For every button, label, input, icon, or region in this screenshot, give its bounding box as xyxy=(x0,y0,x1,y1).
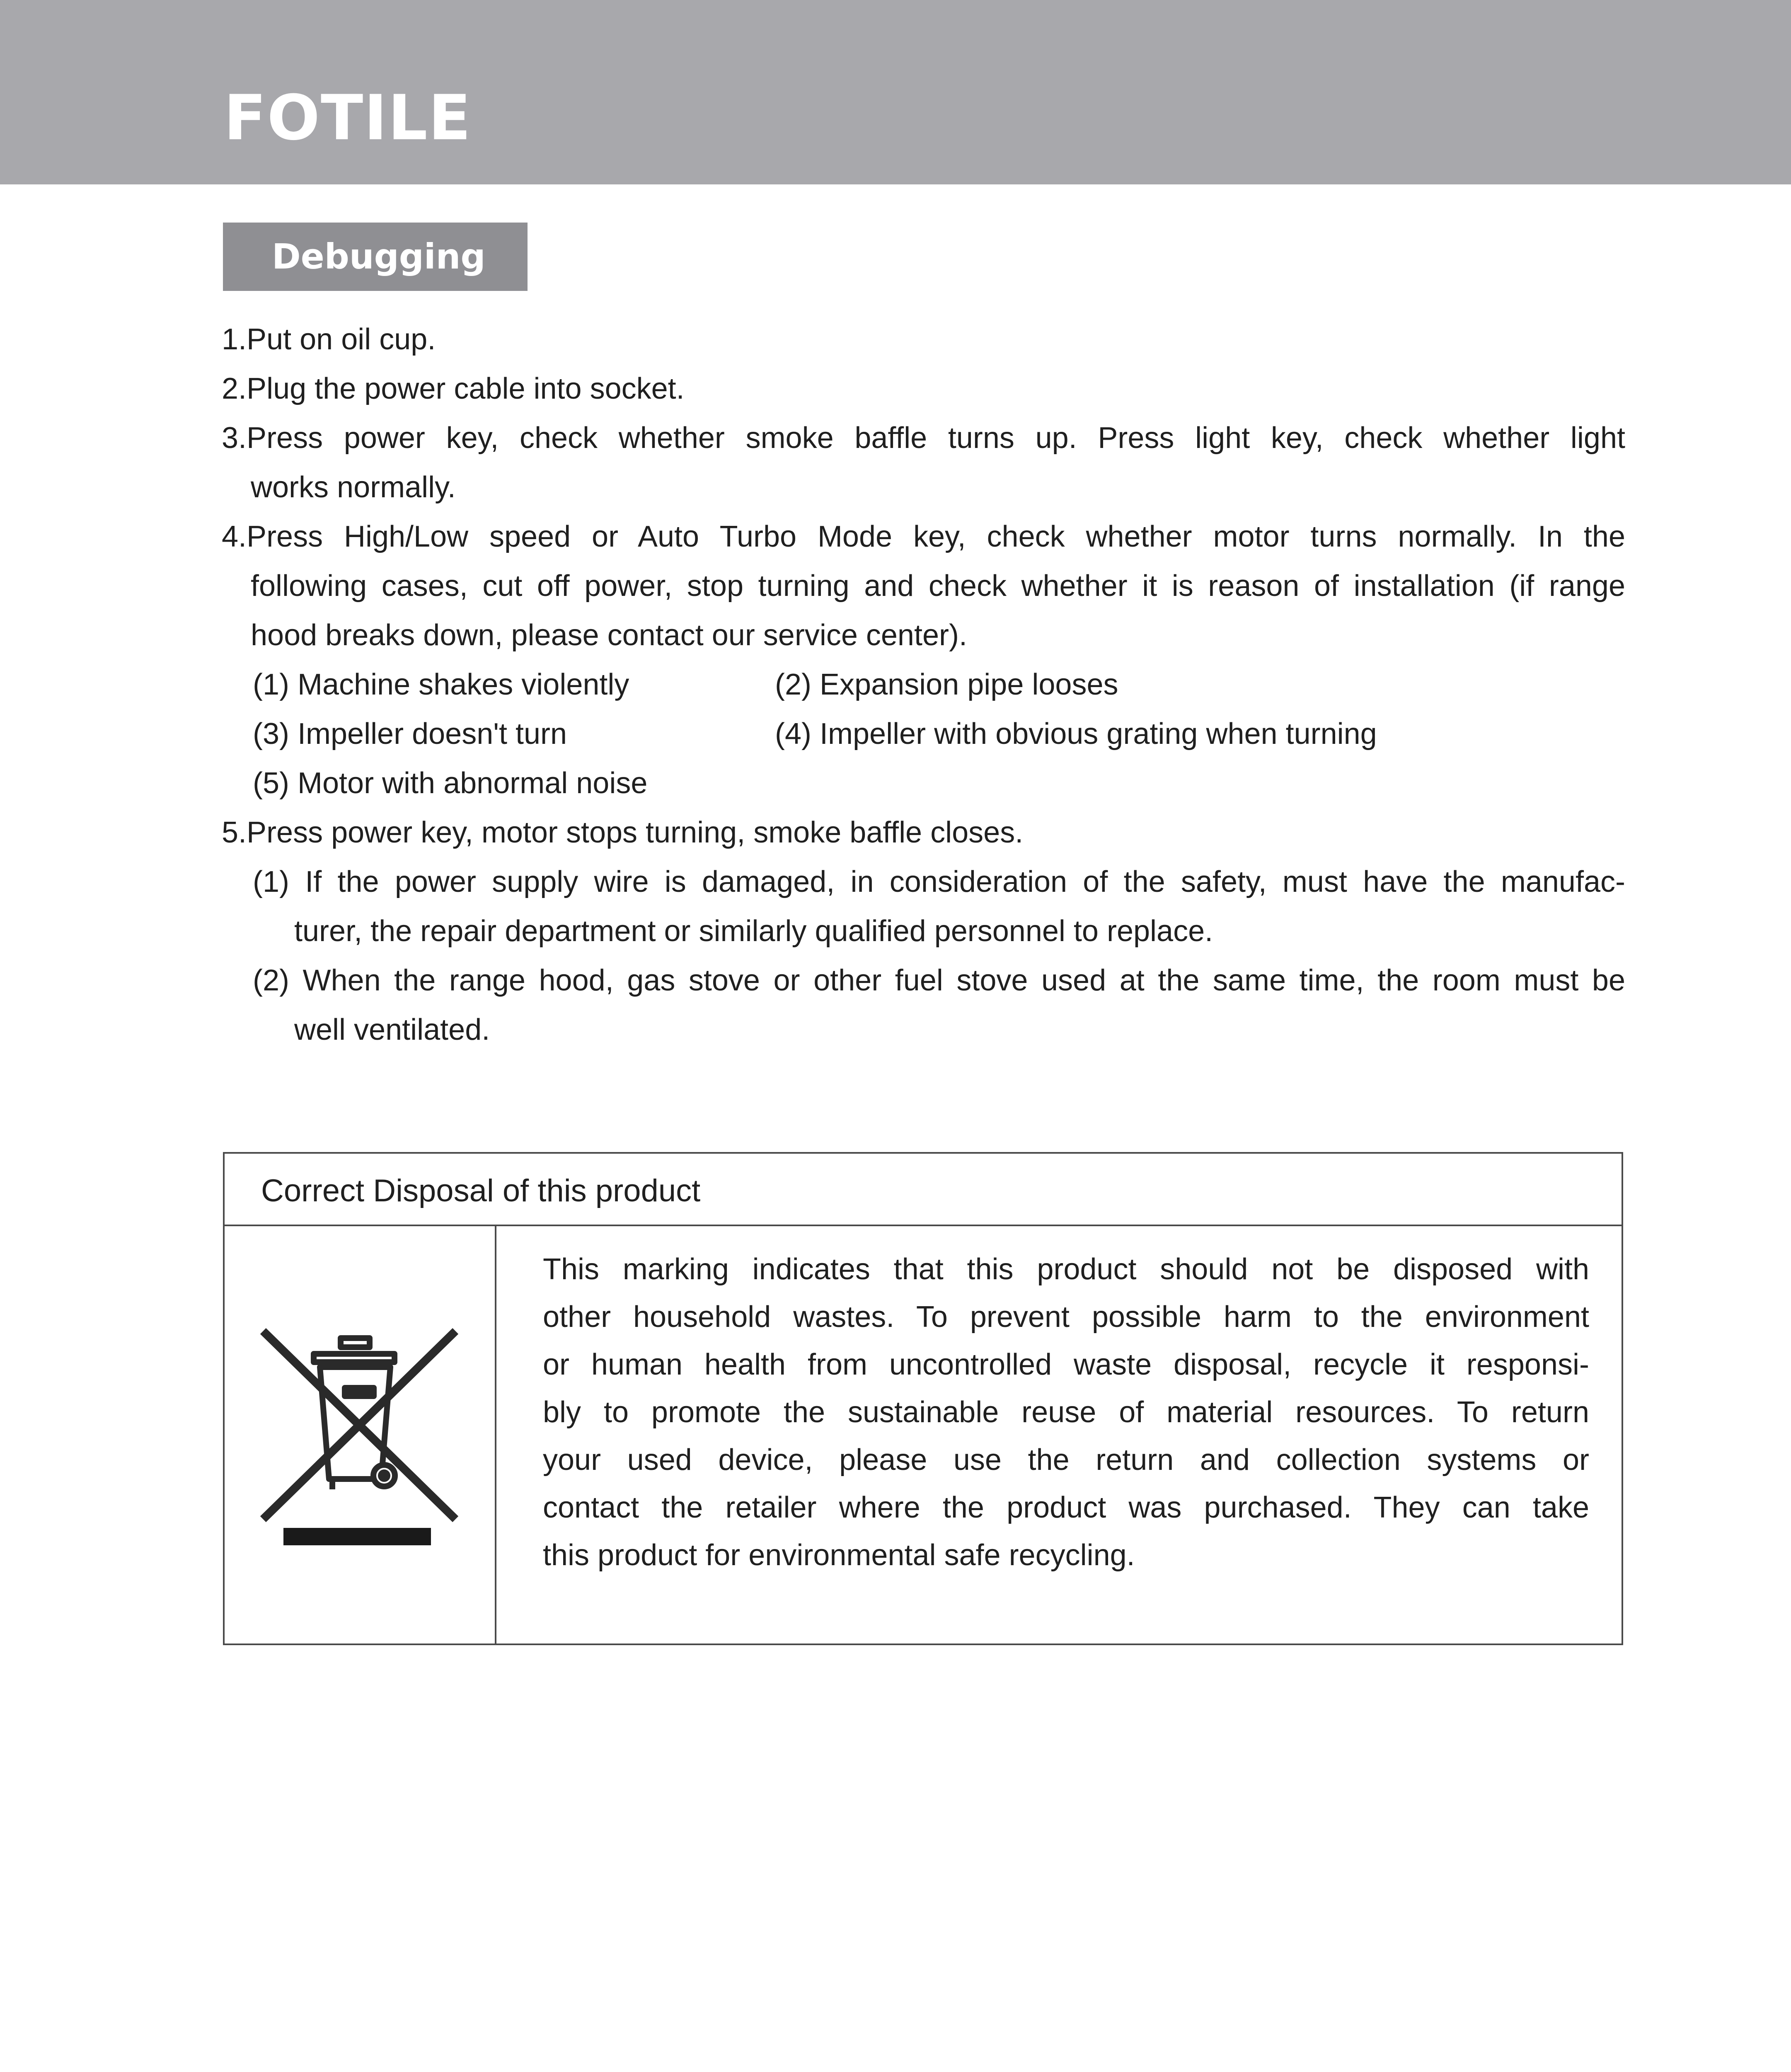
case-4: (4) Impeller with obvious grating when turning xyxy=(775,717,1377,750)
case-row-1 xyxy=(222,660,1625,709)
disposal-text xyxy=(543,1246,1589,1579)
note-2: (2) When the range hood, gas stove or other fuel stove used at the same time, the room must be xyxy=(253,964,1625,997)
debugging-steps xyxy=(222,315,1625,1055)
disposal-line-2: other household wastes. To prevent possible harm to the environment xyxy=(543,1300,1589,1334)
case-row-2 xyxy=(222,709,1625,759)
case-1: (1) Machine shakes violently xyxy=(253,668,629,701)
step-5: 5.Press power key, motor stops turning, smoke baffle closes. xyxy=(222,816,1024,849)
crossed-out-wheelie-bin-icon xyxy=(258,1322,465,1545)
fotile-logo: FOTILE xyxy=(224,82,472,154)
step-4-cont-1: following cases, cut off power, stop turning and check whether it is reason of installation (if range xyxy=(251,569,1625,603)
note-1: (1) If the power supply wire is damaged, in consideration of the safety, must have the manufac- xyxy=(253,865,1625,898)
disposal-line-5: your used device, please use the return and collection systems or xyxy=(543,1443,1589,1477)
disposal-line-7: this product for environmental safe recycling. xyxy=(543,1539,1135,1572)
disposal-line-4: bly to promote the sustainable reuse of material resources. To return xyxy=(543,1396,1589,1429)
case-5: (5) Motor with abnormal noise xyxy=(253,767,648,800)
step-3-cont: works normally. xyxy=(251,471,456,504)
disposal-line-3: or human health from uncontrolled waste disposal, recycle it responsi- xyxy=(543,1348,1589,1381)
disposal-title-row xyxy=(225,1154,1622,1226)
disposal-line-6: contact the retailer where the product was purchased. They can take xyxy=(543,1491,1589,1524)
page-header xyxy=(0,0,1791,184)
disposal-title: Correct Disposal of this product xyxy=(261,1173,701,1208)
note-1-cont: turer, the repair department or similarly qualified personnel to replace. xyxy=(294,915,1213,948)
disposal-line-1: This marking indicates that this product should not be disposed with xyxy=(543,1253,1589,1286)
step-4: 4.Press High/Low speed or Auto Turbo Mode key, check whether motor turns normally. In the xyxy=(222,520,1625,553)
note-2-cont: well ventilated. xyxy=(294,1013,490,1046)
step-2: 2.Plug the power cable into socket. xyxy=(222,372,685,405)
section-title: Debugging xyxy=(272,236,486,277)
disposal-notice-box xyxy=(223,1152,1623,1645)
case-3: (3) Impeller doesn't turn xyxy=(253,717,567,750)
step-1: 1.Put on oil cup. xyxy=(222,323,436,356)
step-4-cont-2: hood breaks down, please contact our service center). xyxy=(251,619,967,652)
column-divider xyxy=(495,1225,496,1645)
step-3: 3.Press power key, check whether smoke baffle turns up. Press light key, check whether light xyxy=(222,421,1625,455)
case-row-3 xyxy=(222,759,1625,808)
case-2: (2) Expansion pipe looses xyxy=(775,668,1118,701)
section-heading xyxy=(223,223,528,291)
